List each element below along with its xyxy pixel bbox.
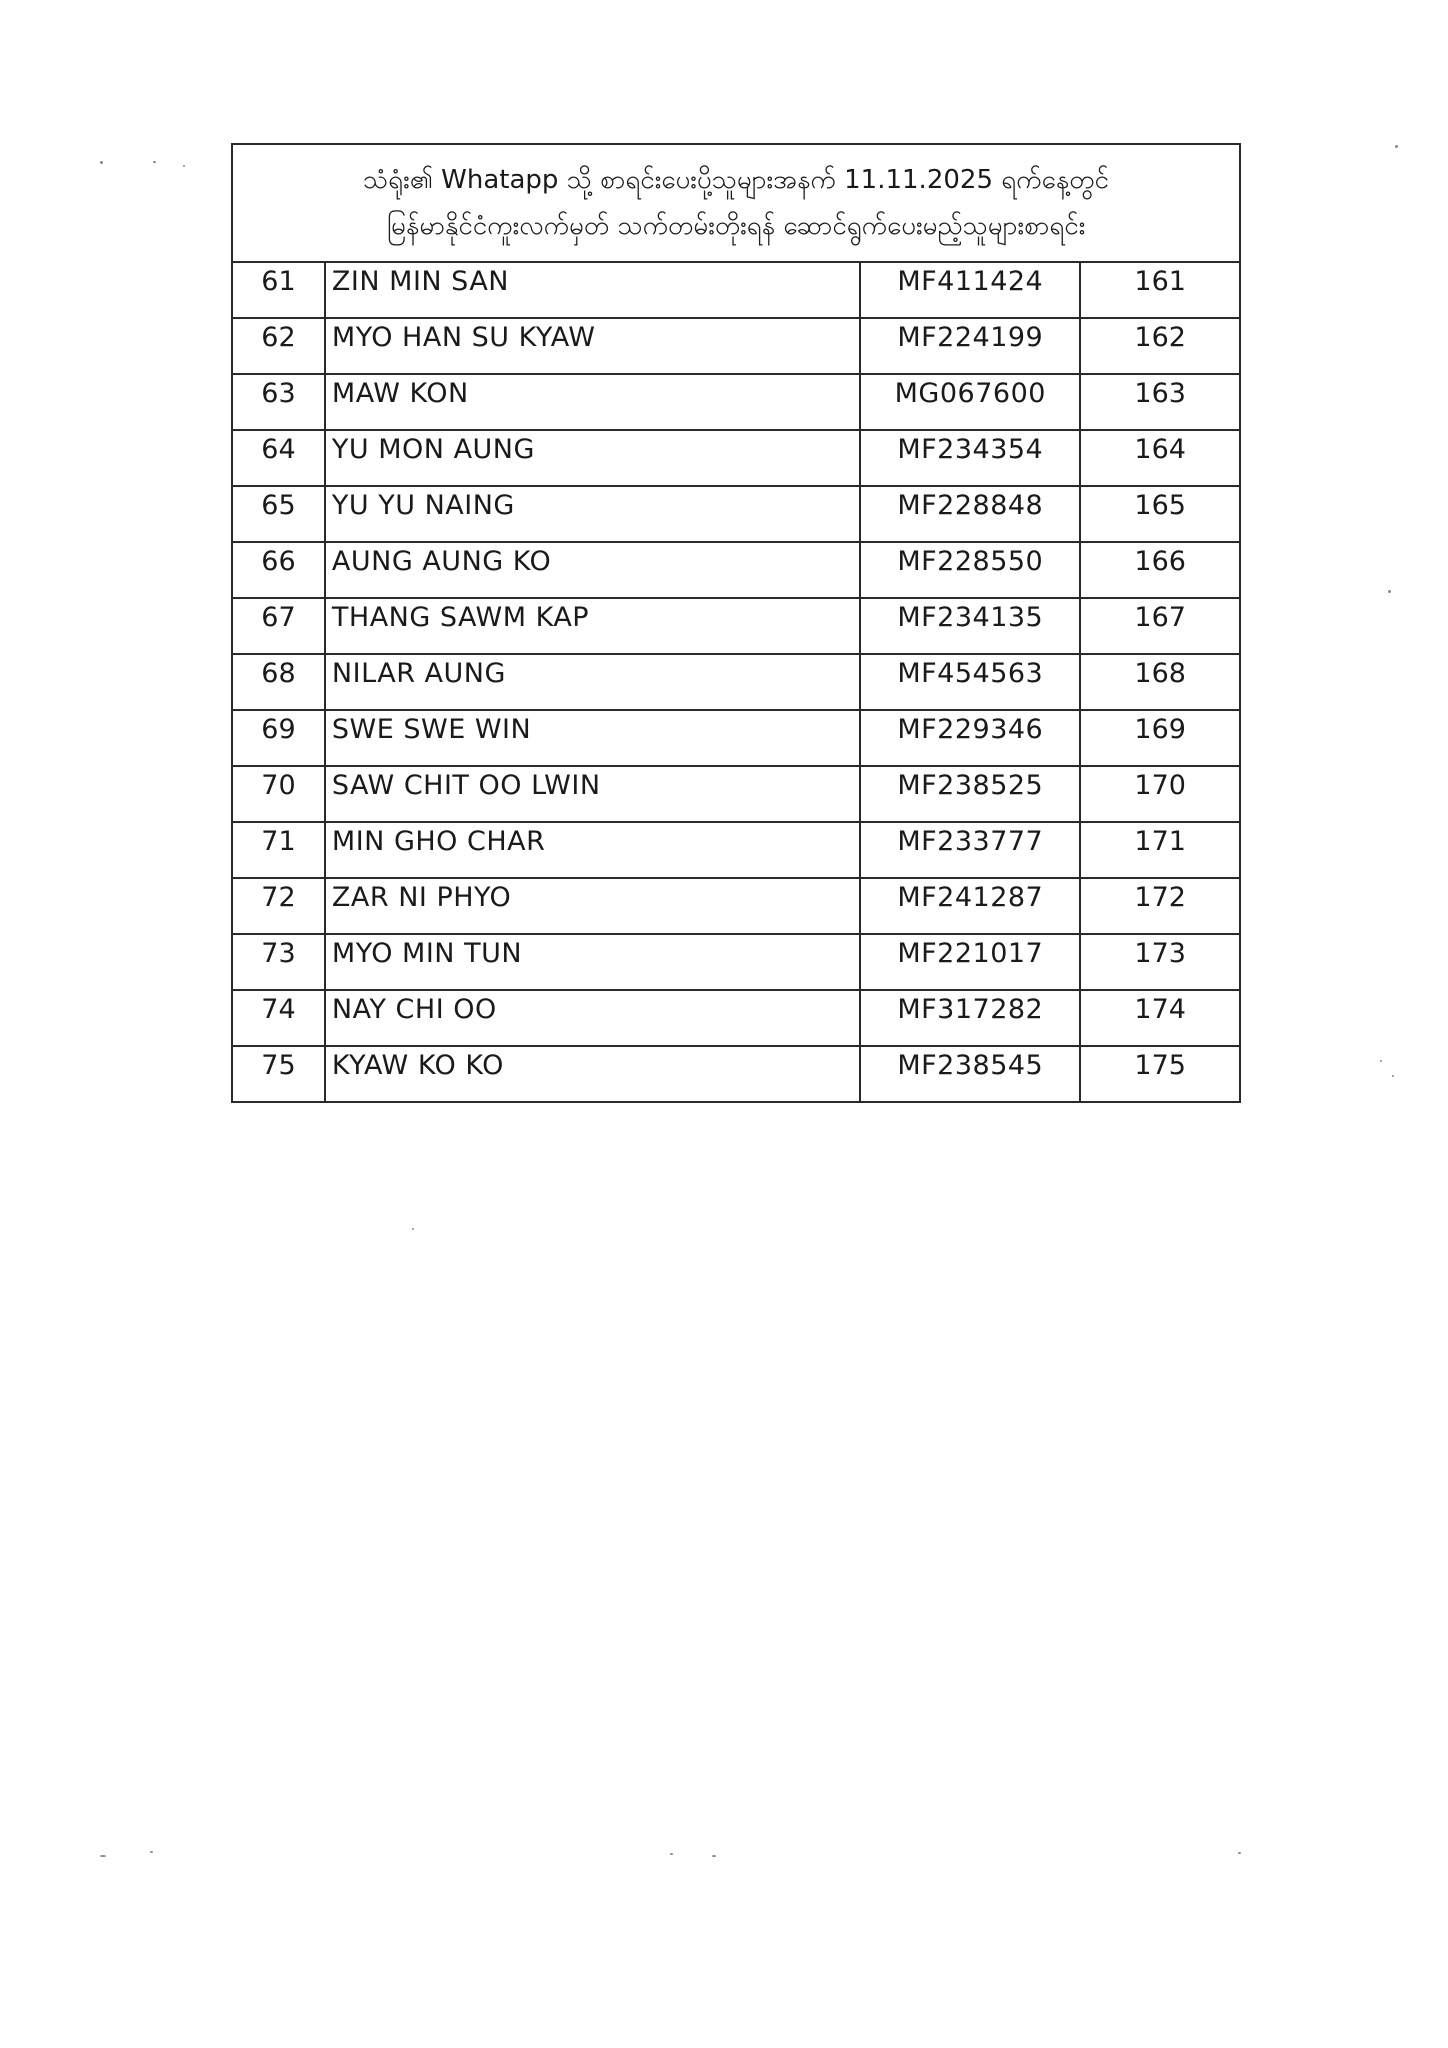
sequence-number: 166 bbox=[1080, 542, 1240, 598]
sequence-number: 172 bbox=[1080, 878, 1240, 934]
scan-speck bbox=[150, 1851, 153, 1853]
row-number: 63 bbox=[232, 374, 325, 430]
table-title-row bbox=[232, 144, 1240, 262]
scan-speck bbox=[1380, 1060, 1382, 1062]
table-row bbox=[232, 822, 1240, 878]
row-number: 61 bbox=[232, 262, 325, 318]
sequence-number: 168 bbox=[1080, 654, 1240, 710]
scan-speck bbox=[712, 1855, 716, 1857]
applicant-name: YU YU NAING bbox=[325, 486, 860, 542]
sequence-number: 173 bbox=[1080, 934, 1240, 990]
passport-number: MF224199 bbox=[860, 318, 1080, 374]
passport-number: MF454563 bbox=[860, 654, 1080, 710]
row-number: 62 bbox=[232, 318, 325, 374]
sequence-number: 164 bbox=[1080, 430, 1240, 486]
passport-number: MF229346 bbox=[860, 710, 1080, 766]
scan-speck bbox=[183, 165, 185, 167]
sequence-number: 165 bbox=[1080, 486, 1240, 542]
scan-speck bbox=[1238, 1852, 1241, 1854]
row-number: 67 bbox=[232, 598, 325, 654]
row-number: 73 bbox=[232, 934, 325, 990]
passport-number: MF234354 bbox=[860, 430, 1080, 486]
sequence-number: 167 bbox=[1080, 598, 1240, 654]
applicant-name: SAW CHIT OO LWIN bbox=[325, 766, 860, 822]
row-number: 66 bbox=[232, 542, 325, 598]
sequence-number: 171 bbox=[1080, 822, 1240, 878]
row-number: 65 bbox=[232, 486, 325, 542]
table-row bbox=[232, 990, 1240, 1046]
passport-number: MF238525 bbox=[860, 766, 1080, 822]
applicant-name: KYAW KO KO bbox=[325, 1046, 860, 1102]
sequence-number: 170 bbox=[1080, 766, 1240, 822]
table-row bbox=[232, 430, 1240, 486]
row-number: 64 bbox=[232, 430, 325, 486]
passport-number: MF221017 bbox=[860, 934, 1080, 990]
passport-number: MF317282 bbox=[860, 990, 1080, 1046]
table-row bbox=[232, 1046, 1240, 1102]
table-row bbox=[232, 486, 1240, 542]
table-row bbox=[232, 766, 1240, 822]
sequence-number: 174 bbox=[1080, 990, 1240, 1046]
table-row bbox=[232, 598, 1240, 654]
applicant-name: NAY CHI OO bbox=[325, 990, 860, 1046]
sequence-number: 162 bbox=[1080, 318, 1240, 374]
applicant-name: ZAR NI PHYO bbox=[325, 878, 860, 934]
passport-number: MG067600 bbox=[860, 374, 1080, 430]
applicant-name: AUNG AUNG KO bbox=[325, 542, 860, 598]
table-row bbox=[232, 262, 1240, 318]
applicant-name: MYO MIN TUN bbox=[325, 934, 860, 990]
passport-number: MF241287 bbox=[860, 878, 1080, 934]
sequence-number: 169 bbox=[1080, 710, 1240, 766]
sequence-number: 161 bbox=[1080, 262, 1240, 318]
scan-speck bbox=[1388, 590, 1391, 593]
title-line-2: မြန်မာနိုင်ငံကူးလက်မှတ် သက်တမ်းတိုးရန် ဆောင်ရွက်ပေးမည့်သူများစာရင်း bbox=[386, 211, 1086, 241]
scan-speck bbox=[100, 1855, 106, 1857]
sequence-number: 163 bbox=[1080, 374, 1240, 430]
scan-speck bbox=[670, 1853, 673, 1855]
passport-number: MF234135 bbox=[860, 598, 1080, 654]
row-number: 70 bbox=[232, 766, 325, 822]
table-row bbox=[232, 542, 1240, 598]
scan-speck bbox=[1395, 145, 1398, 148]
applicant-name: ZIN MIN SAN bbox=[325, 262, 860, 318]
passport-number: MF238545 bbox=[860, 1046, 1080, 1102]
table-title bbox=[232, 144, 1240, 262]
applicant-name: NILAR AUNG bbox=[325, 654, 860, 710]
row-number: 75 bbox=[232, 1046, 325, 1102]
scan-speck bbox=[1392, 1075, 1394, 1077]
scan-speck bbox=[412, 1228, 414, 1230]
table-row bbox=[232, 934, 1240, 990]
table-row bbox=[232, 710, 1240, 766]
sequence-number: 175 bbox=[1080, 1046, 1240, 1102]
row-number: 68 bbox=[232, 654, 325, 710]
passport-number: MF228848 bbox=[860, 486, 1080, 542]
passport-number: MF228550 bbox=[860, 542, 1080, 598]
table-row bbox=[232, 318, 1240, 374]
passport-number: MF233777 bbox=[860, 822, 1080, 878]
table-row bbox=[232, 374, 1240, 430]
scan-speck bbox=[100, 161, 103, 164]
row-number: 69 bbox=[232, 710, 325, 766]
row-number: 74 bbox=[232, 990, 325, 1046]
row-number: 71 bbox=[232, 822, 325, 878]
applicant-name: MAW KON bbox=[325, 374, 860, 430]
passport-number: MF411424 bbox=[860, 262, 1080, 318]
applicant-name: THANG SAWM KAP bbox=[325, 598, 860, 654]
title-line-1: သံရုံး၏ Whatapp သို့ စာရင်းပေးပို့သူများအနက် 11.11.2025 ရက်နေ့တွင် bbox=[363, 165, 1109, 195]
applicant-name: YU MON AUNG bbox=[325, 430, 860, 486]
table-row bbox=[232, 654, 1240, 710]
applicant-name: MIN GHO CHAR bbox=[325, 822, 860, 878]
table-row bbox=[232, 878, 1240, 934]
scan-speck bbox=[153, 161, 156, 163]
passport-renewal-table bbox=[231, 143, 1241, 1103]
row-number: 72 bbox=[232, 878, 325, 934]
applicant-name: SWE SWE WIN bbox=[325, 710, 860, 766]
applicant-name: MYO HAN SU KYAW bbox=[325, 318, 860, 374]
